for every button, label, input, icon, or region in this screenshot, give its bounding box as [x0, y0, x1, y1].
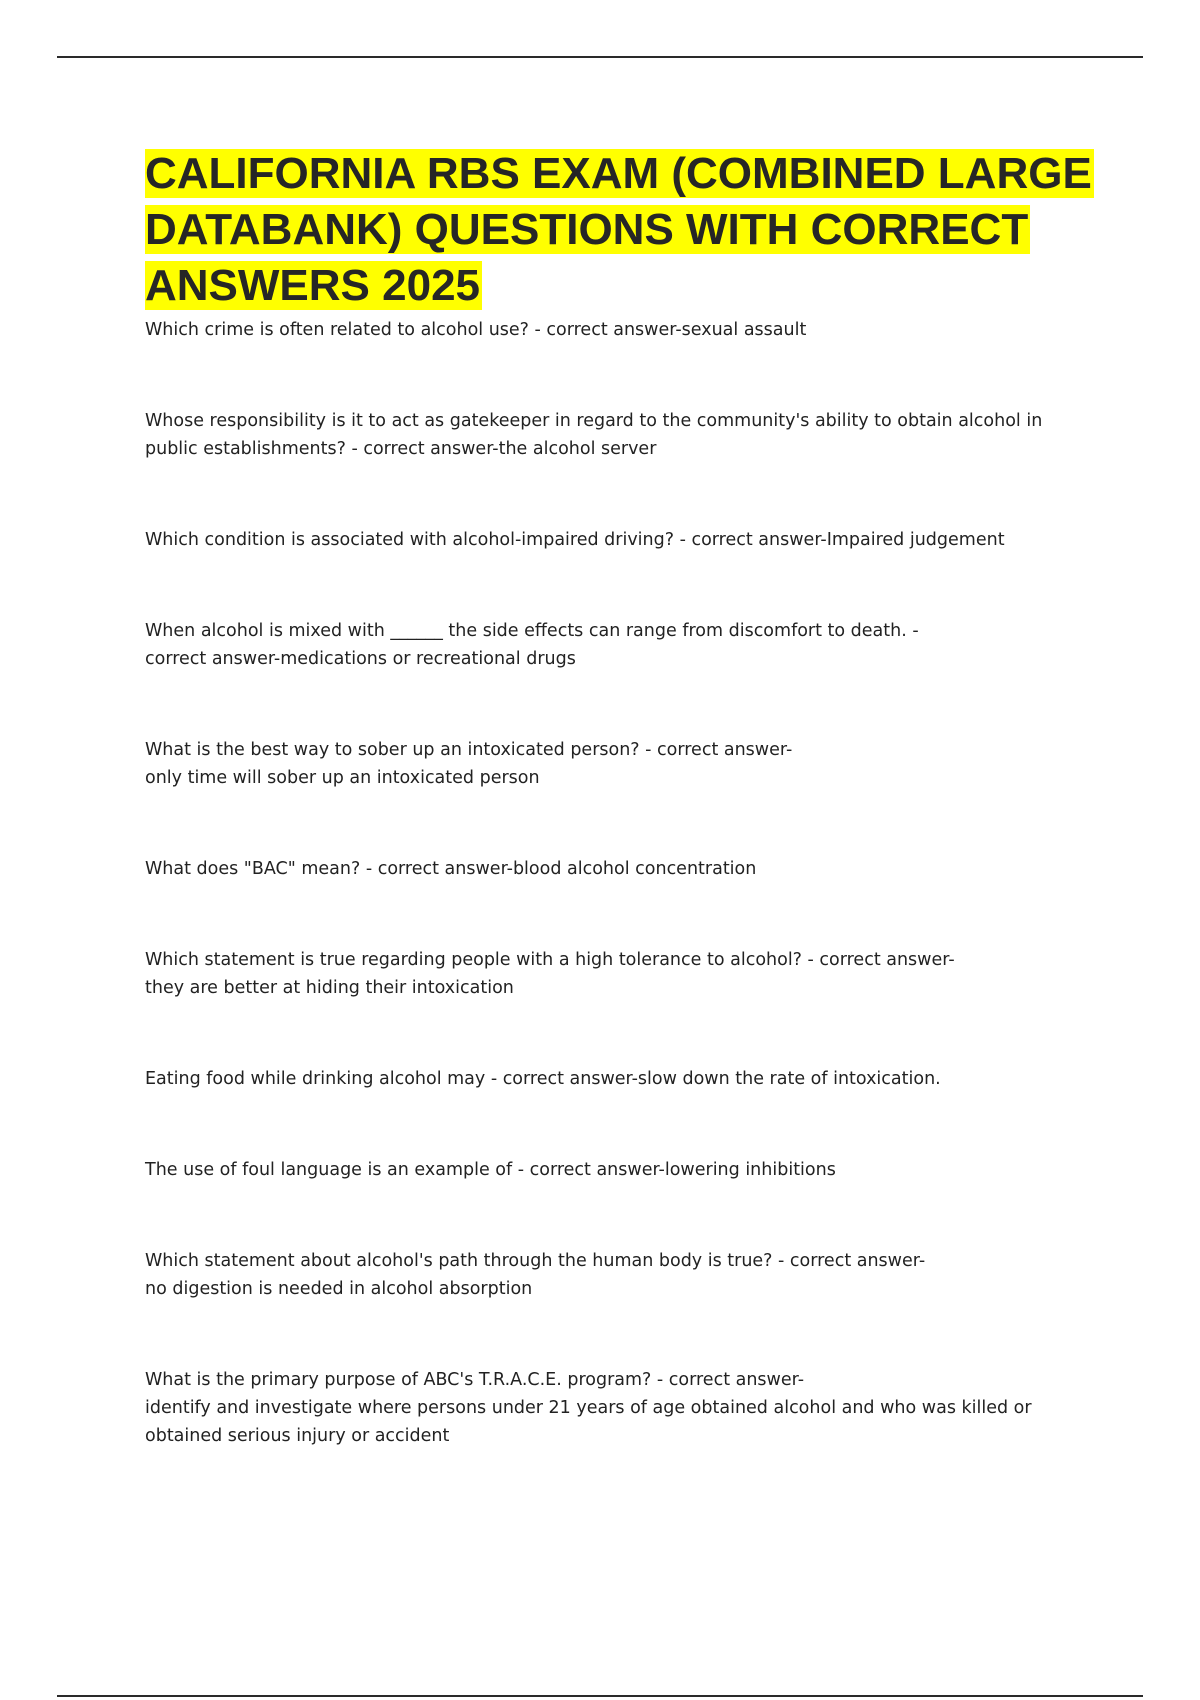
- qa-item: When alcohol is mixed with ______ the side effects can range from discomfort to death. - correct answer-medications or recreational drugs: [145, 621, 919, 669]
- qa-item: Whose responsibility is it to act as gatekeeper in regard to the community's ability to obtain alcohol in public establishments? - correct answer-the alcohol server: [145, 411, 1043, 459]
- document-title: [145, 146, 1100, 314]
- qa-list: [145, 316, 1100, 1450]
- qa-item: Which crime is often related to alcohol use? - correct answer-sexual assault: [145, 320, 807, 340]
- qa-item: Which statement is true regarding people with a high tolerance to alcohol? - correct answer- they are better at hiding their intoxication: [145, 950, 955, 998]
- qa-item: What is the best way to sober up an intoxicated person? - correct answer- only time will sober up an intoxicated person: [145, 740, 793, 788]
- bottom-rule: [57, 1695, 1143, 1697]
- qa-item: The use of foul language is an example of - correct answer-lowering inhibitions: [145, 1160, 836, 1180]
- qa-item: What is the primary purpose of ABC's T.R.A.C.E. program? - correct answer- identify and investigate where persons under 21 years of age obtained alcohol and who was killed or obtained serious injury or accident: [145, 1370, 1032, 1446]
- qa-item: What does "BAC" mean? - correct answer-blood alcohol concentration: [145, 859, 757, 879]
- title-highlight: CALIFORNIA RBS EXAM (COMBINED LARGE DATABANK) QUESTIONS WITH CORRECT ANSWERS 2025: [145, 149, 1092, 310]
- qa-item: Which condition is associated with alcohol-impaired driving? - correct answer-Impaired judgement: [145, 530, 1005, 550]
- top-rule: [57, 56, 1143, 58]
- qa-item: Eating food while drinking alcohol may - correct answer-slow down the rate of intoxication.: [145, 1069, 941, 1089]
- document-body: [145, 146, 1100, 1450]
- qa-item: Which statement about alcohol's path through the human body is true? - correct answer- no digestion is needed in alcohol absorption: [145, 1251, 926, 1299]
